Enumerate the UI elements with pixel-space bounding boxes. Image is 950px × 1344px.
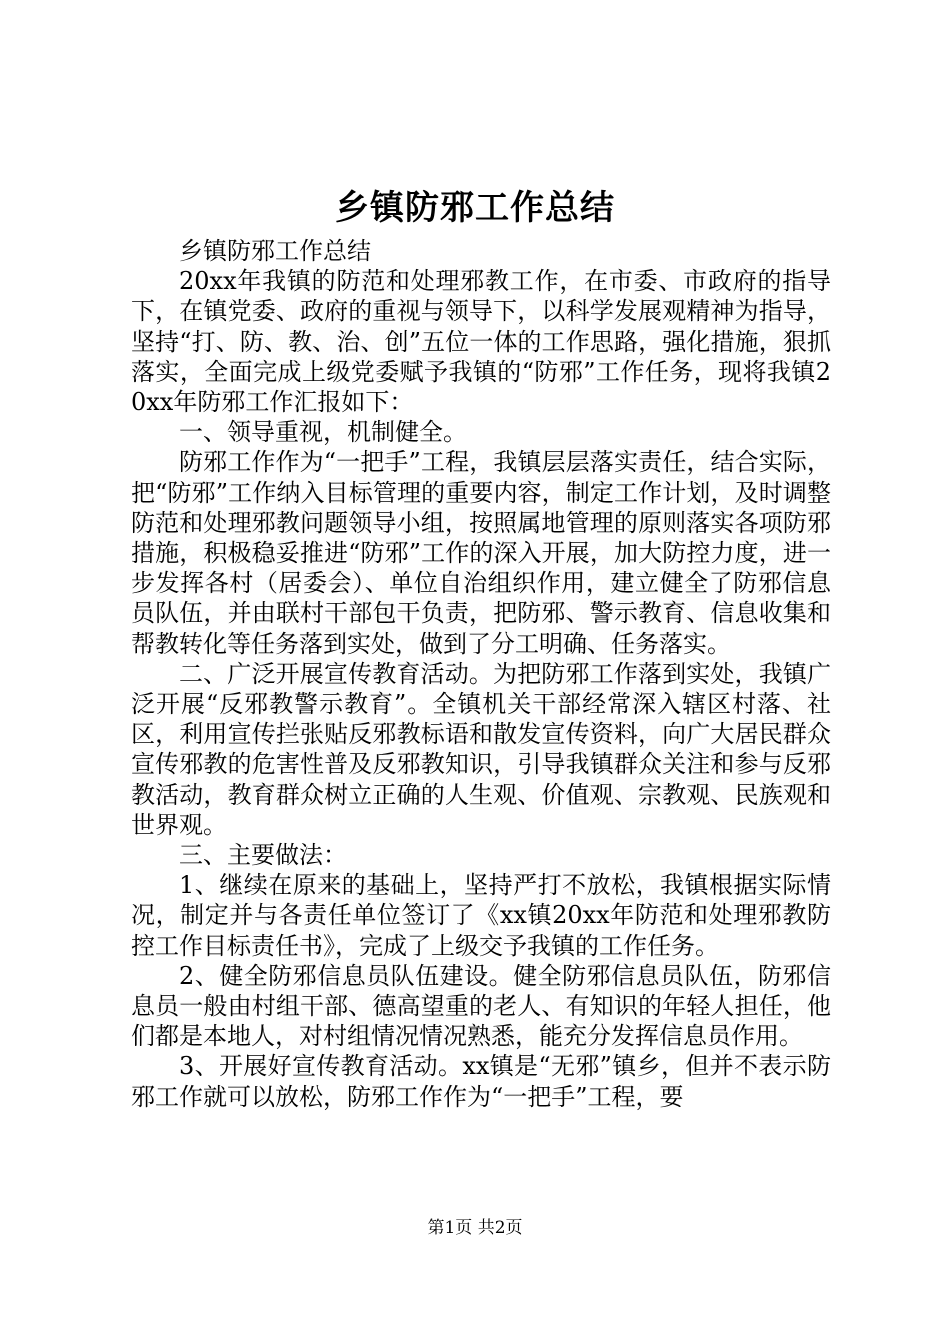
paragraph-subtitle: 乡镇防邪工作总结 [179, 237, 371, 265]
heading-section-3: 三、主要做法： [179, 841, 347, 870]
document-body [131, 236, 831, 1112]
page-number-footer: 第1页 共2页 [427, 1218, 523, 1238]
paragraph-item-1: 1、继续在原来的基础上，坚持严打不放松，我镇根据实际情况，制定并与各责任单位签订了《xx镇20xx年防范和处理邪教防控工作目标责任书》，完成了上级交予我镇的工作任务。 [131, 871, 831, 960]
paragraph-intro: 20xx年我镇的防范和处理邪教工作，在市委、市政府的指导下，在镇党委、政府的重视与领导下，以科学发展观精神为指导，坚持“打、防、教、治、创”五位一体的工作思路，强化措施，狠抓落实，全面完成上级党委赋予我镇的“防邪”工作任务，现将我镇20xx年防邪工作汇报如下： [131, 267, 831, 417]
paragraph-item-3: 3、开展好宣传教育活动。xx镇是“无邪”镇乡，但并不表示防邪工作就可以放松，防邪工作作为“一把手”工程，要 [131, 1052, 831, 1111]
paragraph-section-2: 二、广泛开展宣传教育活动。为把防邪工作落到实处，我镇广泛开展“反邪教警示教育”。全镇机关干部经常深入辖区村落、社区，利用宣传拦张贴反邪教标语和散发宣传资料，向广大居民群众宣传邪教的危害性普及反邪教知识，引导我镇群众关注和参与反邪教活动，教育群众树立正确的人生观、价值观、宗教观、民族观和世界观。 [131, 659, 831, 839]
document-title: 乡镇防邪工作总结 [335, 188, 615, 228]
heading-section-1: 一、领导重视，机制健全。 [179, 418, 467, 447]
paragraph-item-2: 2、健全防邪信息员队伍建设。健全防邪信息员队伍，防邪信息员一般由村组干部、德高望重的老人、有知识的年轻人担任，他们都是本地人，对村组情况情况熟悉，能充分发挥信息员作用。 [131, 961, 831, 1051]
paragraph-section-1: 防邪工作作为“一把手”工程，我镇层层落实责任，结合实际，把“防邪”工作纳入目标管理的重要内容，制定工作计划，及时调整防范和处理邪教问题领导小组，按照属地管理的原则落实各项防邪措施，积极稳妥推进“防邪”工作的深入开展，加大防控力度，进一步发挥各村（居委会）、单位自治组织作用，建立健全了防邪信息员队伍，并由联村干部包干负责，把防邪、警示教育、信息收集和帮教转化等任务落到实处，做到了分工明确、任务落实。 [131, 448, 831, 658]
